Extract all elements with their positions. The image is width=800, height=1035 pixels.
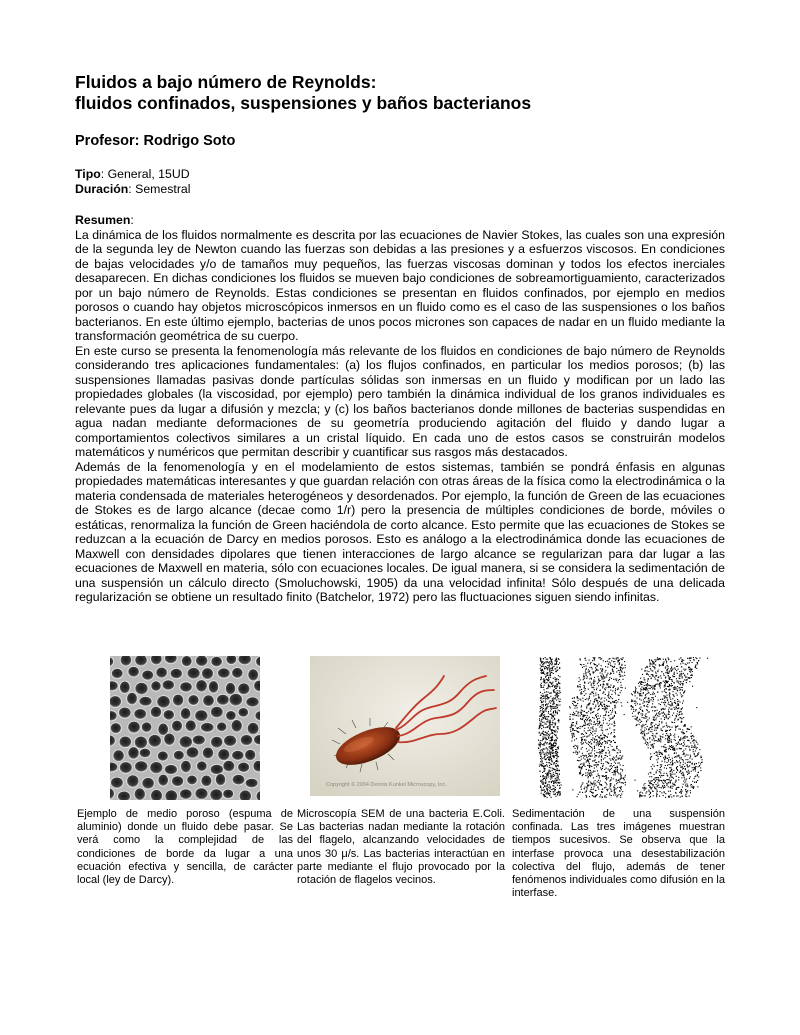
tipo-value: : General, 15UD [100, 167, 190, 181]
abstract-paragraph-2: En este curso se presenta la fenomenología más relevante de los fluidos en condiciones de bajo número de Reynolds considerando tres aplicaciones fundamentales: (a) los flujos confinados, en particular los medios porosos; (b) las suspensiones llamadas pasivas donde partículas sólidas son inmersas en un fluido y modifican por un lado las propiedades globales (la viscosidad, por ejemplo) pero también la dinámica individual de los granos individuales es relevante pues da lugar a difusión y mezcla; y (c) los baños bacterianos donde millones de bacterias suspendidas en agua nadan mediante deformaciones de su geometría produciendo agitación del fluido y dando lugar a comportamientos colectivos similares a un cristal líquido. En cada uno de estos casos se construirán modelos matemáticos y numéricos que permitan describir y cuantificar sus rasgos más destacados. [75, 343, 725, 459]
abstract-paragraph-1: La dinámica de los fluidos normalmente es descrita por las ecuaciones de Navier Stokes, las cuales son una expresión de la segunda ley de Newton cuando las fuerzas son debidas a las presiones y a esfuerzos viscosos. En condiciones de bajas velocidades y/o de tamaños muy pequeños, las fuerzas viscosas dominan y todos los efectos inerciales desaparecen. En dichas condiciones los fluidos se mueven bajo condiciones de sobreamortiguamiento, caracterizados por un bajo número de Reynolds. Estas condiciones se presentan en fluidos confinados, por ejemplo en medios porosos o cuando hay objetos microscópicos inmersos en un fluido como es el caso de las suspensiones o los baños bacterianos. En este último ejemplo, bacterias de unos pocos micrones son capaces de nadar en un fluido mediante la transformación geométrica de su cuerpo. [75, 227, 725, 343]
duracion-line [75, 182, 725, 197]
title-line-1: Fluidos a bajo número de Reynolds: [75, 72, 377, 92]
abstract-paragraph-3: Además de la fenomenología y en el modelamiento de estos sistemas, también se pondrá énfasis en algunas propiedades matemáticas interesantes y que guardan relación con otras áreas de la física como la electrodinámica o la materia condensada de materiales heterogéneos y desordenados. Por ejemplo, la función de Green de las ecuaciones de Stokes es de largo alcance (decae como 1/r) pero la presencia de múltiples condiciones de borde, móviles o estáticas, renormaliza la función de Green haciéndola de corto alcance. Esto permite que las ecuaciones de Stokes se reduzcan a la ecuación de Darcy en medios porosos. Esto es análogo a la electrodinámica donde las ecuaciones de Maxwell con densidades dipolares que tienen interacciones de largo alcance se regularizan para dar lugar a las ecuaciones de Maxwell en materia, sólo con ecuaciones locales. De igual manera, si se considera la sedimentación de una suspensión un cálculo directo (Smoluchowski, 1905) da una velocidad infinita! Sólo después de una delicada regularización se obtiene un resultado finito (Batchelor, 1972) pero las fluctuaciones siguen siendo infinitas. [75, 459, 725, 604]
resumen-label: Resumen [75, 213, 131, 227]
tipo-line [75, 167, 725, 182]
resumen-heading [75, 213, 725, 228]
professor-heading: Profesor: Rodrigo Soto [75, 133, 236, 149]
resumen-colon: : [130, 213, 134, 227]
ecoli-sem-image [310, 656, 500, 796]
figures-row [75, 656, 725, 916]
title-line-2: fluidos confinados, suspensiones y baños bacterianos [75, 93, 532, 113]
course-meta [75, 167, 725, 197]
ecoli-watermark: Copyright © 2004 Dennis Kunkel Microscopy, Inc. [326, 782, 447, 788]
document-title [75, 72, 725, 114]
duracion-value: : Semestral [128, 182, 191, 196]
figure-2-caption: Microscopía SEM de una bacteria E.Coli. Las bacterias nadan mediante la rotación del flagelo, alcanzando velocidades de unos 30 μ/s. Las bacterias interactúan en parte mediante el flujo provocado por la rotación de flagelos vecinos. [297, 808, 505, 887]
sedimentation-image [512, 656, 725, 798]
tipo-label: Tipo [75, 167, 101, 181]
document-body [75, 72, 725, 605]
figure-1-caption: Ejemplo de medio poroso (espuma de aluminio) donde un fluido debe pasar. Se verá como la complejidad de las condiciones de borde da lugar a una ecuación efectiva y sencilla, de carácter local (ley de Darcy). [77, 808, 293, 887]
porous-foam-image [110, 656, 260, 800]
figure-3-caption: Sedimentación de una suspensión confinada. Las tres imágenes muestran tiempos sucesivos. Se observa que la interfase provoca una desestabilización colectiva del flujo, además de tener fenómenos individuales como difusión en la interfase. [512, 808, 725, 900]
duracion-label: Duración [75, 182, 129, 196]
